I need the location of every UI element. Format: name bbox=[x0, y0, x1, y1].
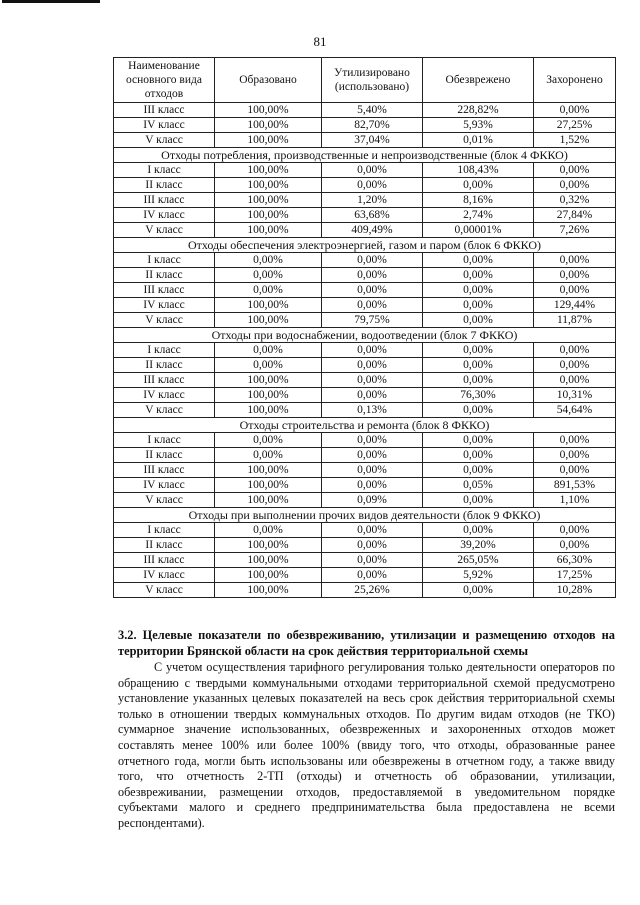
buried-cell: 17,25% bbox=[534, 568, 616, 583]
table-row bbox=[114, 538, 616, 553]
buried-cell: 0,00% bbox=[534, 343, 616, 358]
utilized-cell: 1,20% bbox=[322, 193, 423, 208]
class-cell: III класс bbox=[114, 283, 215, 298]
utilized-cell: 0,00% bbox=[322, 538, 423, 553]
buried-cell: 891,53% bbox=[534, 478, 616, 493]
utilized-cell: 0,00% bbox=[322, 568, 423, 583]
class-cell: II класс bbox=[114, 448, 215, 463]
neutralized-cell: 0,00% bbox=[423, 178, 534, 193]
class-cell: V класс bbox=[114, 313, 215, 328]
utilized-cell: 0,00% bbox=[322, 358, 423, 373]
generated-cell: 0,00% bbox=[215, 268, 322, 283]
utilized-cell: 0,00% bbox=[322, 253, 423, 268]
class-cell: III класс bbox=[114, 553, 215, 568]
buried-cell: 0,00% bbox=[534, 433, 616, 448]
neutralized-cell: 0,00% bbox=[423, 268, 534, 283]
neutralized-cell: 0,00001% bbox=[423, 223, 534, 238]
class-cell: III класс bbox=[114, 103, 215, 118]
generated-cell: 100,00% bbox=[215, 553, 322, 568]
generated-cell: 0,00% bbox=[215, 448, 322, 463]
block-title-row bbox=[114, 418, 616, 433]
table-row bbox=[114, 283, 616, 298]
class-cell: V класс bbox=[114, 493, 215, 508]
class-cell: V класс bbox=[114, 223, 215, 238]
class-cell: III класс bbox=[114, 463, 215, 478]
buried-cell: 0,00% bbox=[534, 448, 616, 463]
buried-cell: 27,25% bbox=[534, 118, 616, 133]
buried-cell: 129,44% bbox=[534, 298, 616, 313]
class-cell: II класс bbox=[114, 358, 215, 373]
header-rule bbox=[2, 0, 100, 3]
neutralized-cell: 0,00% bbox=[423, 403, 534, 418]
generated-cell: 100,00% bbox=[215, 103, 322, 118]
table-row bbox=[114, 193, 616, 208]
neutralized-cell: 0,00% bbox=[423, 343, 534, 358]
table-header-row bbox=[114, 58, 616, 103]
utilized-cell: 0,00% bbox=[322, 343, 423, 358]
table-row bbox=[114, 118, 616, 133]
utilized-cell: 0,00% bbox=[322, 163, 423, 178]
class-cell: V класс bbox=[114, 403, 215, 418]
generated-cell: 100,00% bbox=[215, 298, 322, 313]
table-row bbox=[114, 253, 616, 268]
table-row bbox=[114, 478, 616, 493]
class-cell: II класс bbox=[114, 538, 215, 553]
table-row bbox=[114, 298, 616, 313]
neutralized-cell: 0,00% bbox=[423, 253, 534, 268]
utilized-cell: 0,00% bbox=[322, 448, 423, 463]
buried-cell: 0,00% bbox=[534, 358, 616, 373]
class-cell: I класс bbox=[114, 343, 215, 358]
class-cell: III класс bbox=[114, 373, 215, 388]
buried-cell: 7,26% bbox=[534, 223, 616, 238]
block-title: Отходы строительства и ремонта (блок 8 ФККО) bbox=[114, 418, 616, 433]
generated-cell: 100,00% bbox=[215, 493, 322, 508]
generated-cell: 100,00% bbox=[215, 463, 322, 478]
buried-cell: 0,00% bbox=[534, 538, 616, 553]
generated-cell: 100,00% bbox=[215, 178, 322, 193]
neutralized-cell: 0,00% bbox=[423, 463, 534, 478]
generated-cell: 100,00% bbox=[215, 223, 322, 238]
generated-cell: 0,00% bbox=[215, 433, 322, 448]
utilized-cell: 0,00% bbox=[322, 298, 423, 313]
class-cell: V класс bbox=[114, 583, 215, 598]
neutralized-cell: 0,00% bbox=[423, 298, 534, 313]
header-neutralized: Обезврежено bbox=[423, 58, 534, 103]
utilized-cell: 25,26% bbox=[322, 583, 423, 598]
utilized-cell: 0,00% bbox=[322, 388, 423, 403]
block-title-row bbox=[114, 508, 616, 523]
neutralized-cell: 228,82% bbox=[423, 103, 534, 118]
utilized-cell: 0,00% bbox=[322, 178, 423, 193]
table-row bbox=[114, 163, 616, 178]
table-row bbox=[114, 463, 616, 478]
buried-cell: 0,00% bbox=[534, 463, 616, 478]
block-title-row bbox=[114, 238, 616, 253]
generated-cell: 100,00% bbox=[215, 583, 322, 598]
generated-cell: 0,00% bbox=[215, 283, 322, 298]
table-row bbox=[114, 493, 616, 508]
neutralized-cell: 0,00% bbox=[423, 583, 534, 598]
generated-cell: 0,00% bbox=[215, 253, 322, 268]
neutralized-cell: 0,00% bbox=[423, 523, 534, 538]
class-cell: IV класс bbox=[114, 478, 215, 493]
neutralized-cell: 8,16% bbox=[423, 193, 534, 208]
class-cell: IV класс bbox=[114, 118, 215, 133]
neutralized-cell: 2,74% bbox=[423, 208, 534, 223]
table-row bbox=[114, 178, 616, 193]
generated-cell: 0,00% bbox=[215, 358, 322, 373]
buried-cell: 0,00% bbox=[534, 253, 616, 268]
buried-cell: 0,00% bbox=[534, 103, 616, 118]
class-cell: I класс bbox=[114, 163, 215, 178]
table-row bbox=[114, 373, 616, 388]
utilized-cell: 0,00% bbox=[322, 283, 423, 298]
table-row bbox=[114, 358, 616, 373]
generated-cell: 100,00% bbox=[215, 118, 322, 133]
class-cell: I класс bbox=[114, 433, 215, 448]
block-title: Отходы потребления, производственные и непроизводственные (блок 4 ФККО) bbox=[114, 148, 616, 163]
generated-cell: 100,00% bbox=[215, 538, 322, 553]
neutralized-cell: 0,01% bbox=[423, 133, 534, 148]
utilized-cell: 0,00% bbox=[322, 433, 423, 448]
utilized-cell: 79,75% bbox=[322, 313, 423, 328]
table-row bbox=[114, 448, 616, 463]
generated-cell: 100,00% bbox=[215, 133, 322, 148]
block-title-row bbox=[114, 148, 616, 163]
class-cell: I класс bbox=[114, 523, 215, 538]
utilized-cell: 0,00% bbox=[322, 268, 423, 283]
block-title: Отходы при выполнении прочих видов деятельности (блок 9 ФККО) bbox=[114, 508, 616, 523]
utilized-cell: 0,00% bbox=[322, 553, 423, 568]
neutralized-cell: 0,00% bbox=[423, 283, 534, 298]
class-cell: IV класс bbox=[114, 568, 215, 583]
generated-cell: 100,00% bbox=[215, 388, 322, 403]
block-title: Отходы при водоснабжении, водоотведении (блок 7 ФККО) bbox=[114, 328, 616, 343]
utilized-cell: 409,49% bbox=[322, 223, 423, 238]
neutralized-cell: 0,00% bbox=[423, 448, 534, 463]
neutralized-cell: 5,92% bbox=[423, 568, 534, 583]
buried-cell: 27,84% bbox=[534, 208, 616, 223]
neutralized-cell: 76,30% bbox=[423, 388, 534, 403]
block-title: Отходы обеспечения электроэнергией, газом и паром (блок 6 ФККО) bbox=[114, 238, 616, 253]
table-row bbox=[114, 223, 616, 238]
buried-cell: 66,30% bbox=[534, 553, 616, 568]
table-row bbox=[114, 103, 616, 118]
page-number: 81 bbox=[313, 34, 327, 49]
class-cell: I класс bbox=[114, 253, 215, 268]
header-generated: Образовано bbox=[215, 58, 322, 103]
buried-cell: 10,31% bbox=[534, 388, 616, 403]
utilized-cell: 0,00% bbox=[322, 523, 423, 538]
buried-cell: 0,32% bbox=[534, 193, 616, 208]
generated-cell: 100,00% bbox=[215, 208, 322, 223]
neutralized-cell: 0,00% bbox=[423, 313, 534, 328]
utilized-cell: 37,04% bbox=[322, 133, 423, 148]
utilized-cell: 0,00% bbox=[322, 373, 423, 388]
body-paragraph: С учетом осуществления тарифного регулирования только деятельности операторов по обращению с твердыми коммунальными отходами территориальной схемой предусмотрено установление указанных целевых показателей на весь срок действия территориальной схемы только в отношении твердых коммунальных отходов. По другим видам отходов (не ТКО) суммарное значение использованных, обезвреженных и захороненных отходов может составлять менее 100% или более 100% (ввиду того, что отходы, образованные ранее отчетного года, могли быть использованы или обезврежены в отчетном году, а также ввиду того, что отчетность 2-ТП (отходы) и отчетность об образовании, утилизации, обезвреживании, размещении отходов, предоставляемой в уведомительном порядке субъектами малого и среднего предпринимательства была предоставлена не всеми респондентами). bbox=[118, 660, 615, 830]
neutralized-cell: 0,00% bbox=[423, 358, 534, 373]
header-waste-type: Наименование основного вида отходов bbox=[114, 58, 215, 103]
neutralized-cell: 39,20% bbox=[423, 538, 534, 553]
header-utilized: Утилизировано (использовано) bbox=[322, 58, 423, 103]
neutralized-cell: 108,43% bbox=[423, 163, 534, 178]
table-row bbox=[114, 433, 616, 448]
class-cell: II класс bbox=[114, 178, 215, 193]
table-row bbox=[114, 388, 616, 403]
table-row bbox=[114, 133, 616, 148]
generated-cell: 100,00% bbox=[215, 403, 322, 418]
utilized-cell: 0,00% bbox=[322, 478, 423, 493]
table-row bbox=[114, 268, 616, 283]
buried-cell: 1,10% bbox=[534, 493, 616, 508]
table-row bbox=[114, 403, 616, 418]
buried-cell: 10,28% bbox=[534, 583, 616, 598]
generated-cell: 0,00% bbox=[215, 523, 322, 538]
buried-cell: 1,52% bbox=[534, 133, 616, 148]
class-cell: III класс bbox=[114, 193, 215, 208]
class-cell: IV класс bbox=[114, 388, 215, 403]
section-heading: 3.2. Целевые показатели по обезвреживанию, утилизации и размещению отходов на территории Брянской области на срок действия территориальной схемы bbox=[118, 628, 615, 658]
buried-cell: 54,64% bbox=[534, 403, 616, 418]
header-buried: Захоронено bbox=[534, 58, 616, 103]
neutralized-cell: 5,93% bbox=[423, 118, 534, 133]
utilized-cell: 63,68% bbox=[322, 208, 423, 223]
neutralized-cell: 265,05% bbox=[423, 553, 534, 568]
generated-cell: 0,00% bbox=[215, 343, 322, 358]
buried-cell: 11,87% bbox=[534, 313, 616, 328]
utilized-cell: 5,40% bbox=[322, 103, 423, 118]
buried-cell: 0,00% bbox=[534, 523, 616, 538]
table-row bbox=[114, 553, 616, 568]
generated-cell: 100,00% bbox=[215, 373, 322, 388]
neutralized-cell: 0,05% bbox=[423, 478, 534, 493]
class-cell: IV класс bbox=[114, 208, 215, 223]
class-cell: II класс bbox=[114, 268, 215, 283]
block-title-row bbox=[114, 328, 616, 343]
class-cell: IV класс bbox=[114, 298, 215, 313]
waste-indicators-table bbox=[113, 57, 616, 598]
generated-cell: 100,00% bbox=[215, 163, 322, 178]
buried-cell: 0,00% bbox=[534, 283, 616, 298]
neutralized-cell: 0,00% bbox=[423, 433, 534, 448]
buried-cell: 0,00% bbox=[534, 373, 616, 388]
utilized-cell: 0,09% bbox=[322, 493, 423, 508]
generated-cell: 100,00% bbox=[215, 193, 322, 208]
neutralized-cell: 0,00% bbox=[423, 493, 534, 508]
generated-cell: 100,00% bbox=[215, 568, 322, 583]
table-row bbox=[114, 583, 616, 598]
generated-cell: 100,00% bbox=[215, 313, 322, 328]
utilized-cell: 82,70% bbox=[322, 118, 423, 133]
utilized-cell: 0,13% bbox=[322, 403, 423, 418]
buried-cell: 0,00% bbox=[534, 163, 616, 178]
table-row bbox=[114, 523, 616, 538]
class-cell: V класс bbox=[114, 133, 215, 148]
table-row bbox=[114, 343, 616, 358]
buried-cell: 0,00% bbox=[534, 178, 616, 193]
neutralized-cell: 0,00% bbox=[423, 373, 534, 388]
generated-cell: 100,00% bbox=[215, 478, 322, 493]
table-row bbox=[114, 568, 616, 583]
utilized-cell: 0,00% bbox=[322, 463, 423, 478]
table-row bbox=[114, 313, 616, 328]
table-row bbox=[114, 208, 616, 223]
table-body bbox=[114, 103, 616, 598]
buried-cell: 0,00% bbox=[534, 268, 616, 283]
